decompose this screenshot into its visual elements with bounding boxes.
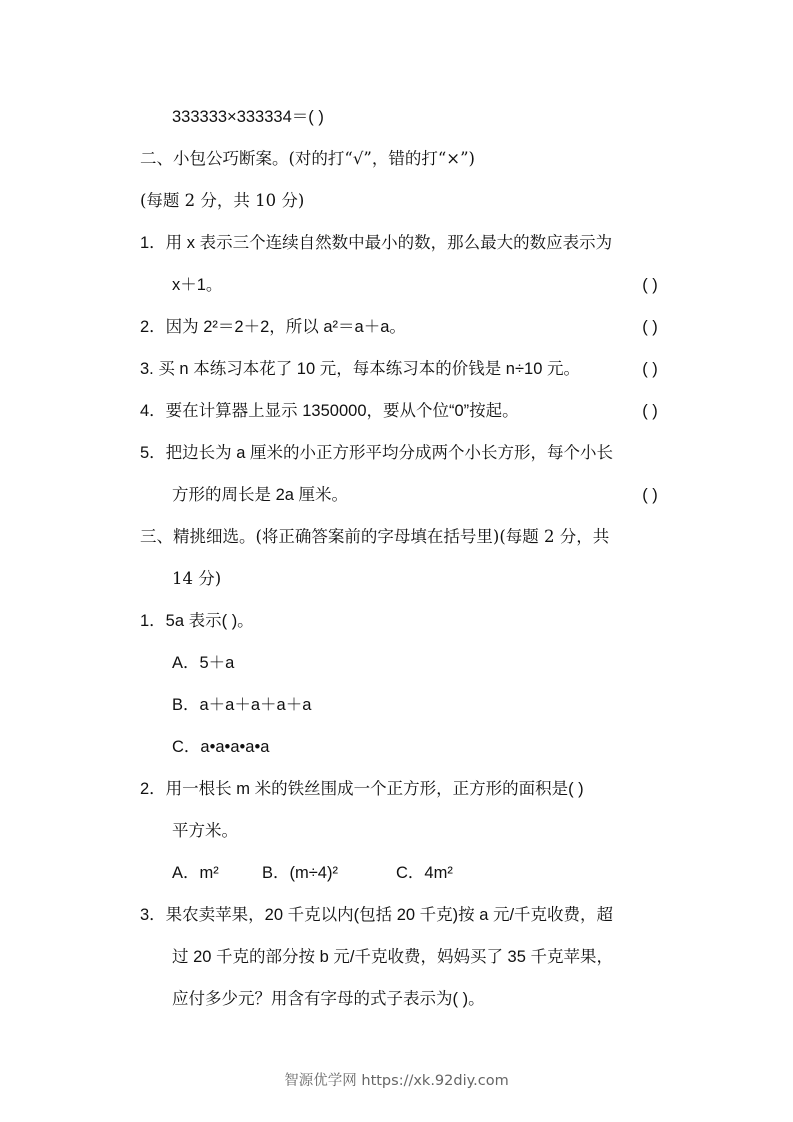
choice-1-option-b[interactable]: B．a＋a＋a＋a＋a	[172, 696, 312, 714]
choice-2-option-b[interactable]: B．(m÷4)²	[262, 864, 338, 882]
choice-2-option-a[interactable]: A．m²	[172, 864, 219, 882]
answer-paren-2[interactable]: ( )	[642, 318, 658, 336]
choice-question-2-line-2: 平方米。	[172, 822, 238, 840]
choice-question-1: 1．5a 表示( )。	[140, 612, 254, 630]
answer-paren-4[interactable]: ( )	[642, 402, 658, 420]
choice-1-option-a[interactable]: A．5＋a	[172, 654, 235, 672]
answer-paren-3[interactable]: ( )	[642, 360, 658, 378]
section-3-note: 14 分)	[172, 569, 222, 588]
judge-question-3: 3. 买 n 本练习本花了 10 元，每本练习本的价钱是 n÷10 元。	[140, 360, 580, 378]
answer-paren-1[interactable]: ( )	[642, 276, 658, 294]
judge-question-2: 2．因为 2²＝2＋2，所以 a²＝a＋a。	[140, 318, 406, 336]
choice-question-3-line-1: 3．果农卖苹果，20 千克以内(包括 20 千克)按 a 元/千克收费，超	[140, 906, 614, 924]
choice-question-3-line-2: 过 20 千克的部分按 b 元/千克收费，妈妈买了 35 千克苹果，	[172, 948, 613, 966]
section-2-title: 二、小包公巧断案。(对的打“√”，错的打“×”)	[140, 149, 475, 168]
section-2-note: (每题 2 分，共 10 分)	[140, 191, 305, 210]
judge-question-1-line-1: 1．用 x 表示三个连续自然数中最小的数，那么最大的数应表示为	[140, 234, 613, 252]
equation-line: 333333×333334＝( )	[172, 108, 324, 126]
choice-question-2-line-1: 2．用一根长 m 米的铁丝围成一个正方形，正方形的面积是( )	[140, 780, 584, 798]
judge-question-5-line-1: 5．把边长为 a 厘米的小正方形平均分成两个小长方形，每个小长	[140, 444, 614, 462]
choice-1-option-c[interactable]: C．a•a•a•a•a	[172, 738, 270, 756]
answer-paren-5[interactable]: ( )	[642, 486, 658, 504]
judge-question-4: 4．要在计算器上显示 1350000，要从个位“0”按起。	[140, 402, 519, 420]
judge-question-5-line-2: 方形的周长是 2a 厘米。	[172, 486, 349, 504]
choice-2-option-c[interactable]: C．4m²	[396, 864, 453, 882]
choice-question-3-line-3: 应付多少元？用含有字母的式子表示为( )。	[172, 990, 485, 1008]
page-footer-watermark: 智源优学网 https://xk.92diy.com	[284, 1073, 509, 1089]
judge-question-1-line-2: x＋1。	[172, 276, 223, 294]
section-3-title: 三、精挑细选。(将正确答案前的字母填在括号里)(每题 2 分，共	[140, 527, 610, 546]
